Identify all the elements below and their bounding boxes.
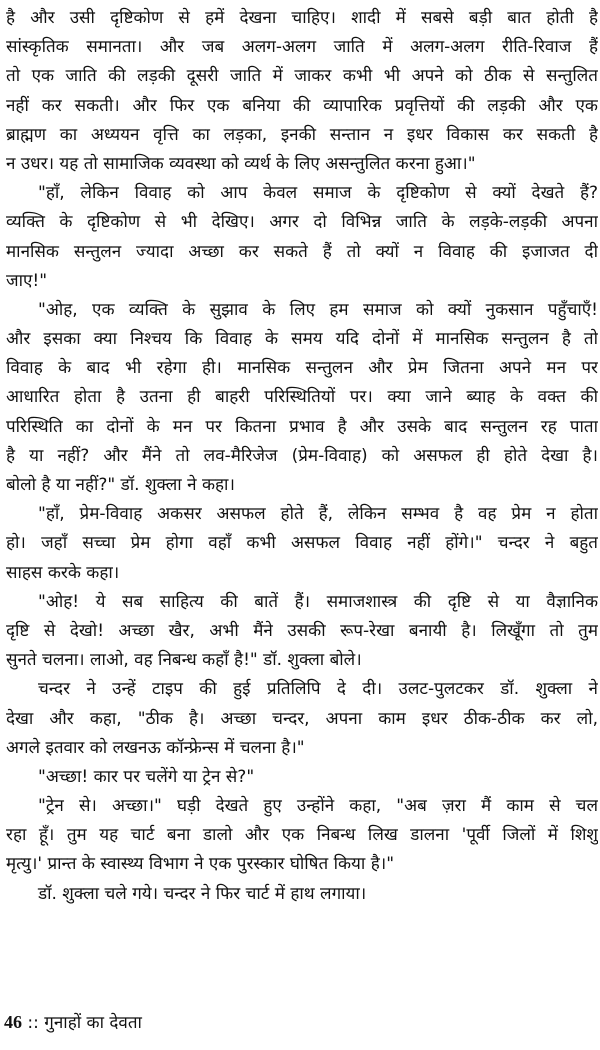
page-number: 46 [4, 1012, 22, 1032]
text-line: हो। जहाँ सच्चा प्रेम होगा वहाँ कभी असफल विवाह नहीं होंगे।" चन्दर ने बहुत [6, 533, 598, 554]
page-body-text [6, 4, 598, 909]
paragraph-start-line: डॉ. शुक्ला चले गये। चन्दर ने फिर चार्ट में हाथ लगाया। [38, 883, 367, 904]
paragraph-start-line: "ट्रेन से। अच्छा।" घड़ी देखते हुए उन्होंने कहा, "अब ज़रा मैं काम से चल [38, 796, 598, 817]
text-line: व्यक्ति के दृष्टिकोण से भी देखिए। अगर दो विभिन्न जाति के लड़के-लड़की अपना [6, 212, 598, 233]
book-title: गुनाहों का देवता [44, 1013, 142, 1033]
text-line: सांस्कृतिक समानता। और जब अलग-अलग जाति में अलग-अलग रीति-रिवाज हैं [6, 37, 598, 58]
footer-separator: :: [27, 1013, 39, 1033]
text-line: है या नहीं? और मैंने तो लव-मैरिजेज (प्रेम-विवाह) को असफल ही होते देखा है। [6, 445, 598, 466]
paragraph-start-line: "ओह! ये सब साहित्य की बातें हैं। समाजशास्त्र की दृष्टि से या वैज्ञानिक [38, 591, 598, 612]
text-line: तो एक जाति की लड़की दूसरी जाति में जाकर कभी भी अपने को ठीक से सन्तुलित [6, 66, 598, 87]
paragraph-start-line: "हाँ, प्रेम-विवाह अकसर असफल होते हैं, लेकिन सम्भव है वह प्रेम न होता [38, 504, 598, 525]
text-line: दृष्टि से देखो! अच्छा खैर, अभी मैंने उसकी रूप-रेखा बनायी है। लिखूँगा तो तुम [6, 620, 598, 641]
text-line: देखा और कहा, "ठीक है। अच्छा चन्दर, अपना काम इधर ठीक-ठीक कर लो, [6, 708, 598, 729]
text-line: नहीं कर सकती। और फिर एक बनिया की व्यापारिक प्रवृत्तियों की लड़की और एक [6, 95, 598, 116]
text-line: ब्राह्मण का अध्ययन वृत्ति का लड़का, इनकी सन्तान न इधर विकास कर सकती है [6, 124, 598, 145]
paragraph-start-line: "हाँ, लेकिन विवाह को आप केवल समाज के दृष्टिकोण से क्यों देखते हैं? [38, 183, 598, 204]
text-line: रहा हूँ। तुम यह चार्ट बना डालो और एक निबन्ध लिख डालना 'पूर्वी जिलों में शिशु [6, 825, 598, 846]
text-line: न उधर। यह तो सामाजिक व्यवस्था को व्यर्थ के लिए असन्तुलित करना हुआ।" [6, 153, 476, 174]
text-line: सुनते चलना। लाओ, वह निबन्ध कहाँ है!" डॉ. शुक्ला बोले। [6, 650, 362, 671]
text-line: और इसका क्या निश्चय कि विवाह के समय यदि दोनों में मानसिक सन्तुलन है तो [6, 329, 598, 350]
paragraph-start-line: चन्दर ने उन्हें टाइप की हुई प्रतिलिपि दे दी। उलट-पुलटकर डॉ. शुक्ला ने [38, 679, 598, 700]
text-line: आधारित होता है उतना ही बाहरी परिस्थितियों पर। क्या जाने ब्याह के वक्त की [6, 387, 598, 408]
page-footer [4, 1010, 142, 1035]
text-line: विवाह के बाद भी रहेगा ही। मानसिक सन्तुलन और प्रेम जितना अपने मन पर [6, 358, 598, 379]
text-line: है और उसी दृष्टिकोण से हमें देखना चाहिए। शादी में सबसे बड़ी बात होती है [6, 8, 598, 28]
text-line: अगले इतवार को लखनऊ कॉन्फ्रेन्स में चलना है।" [6, 737, 305, 758]
text-line: साहस करके कहा। [6, 562, 120, 583]
text-line: परिस्थिति का दोनों के मन पर कितना प्रभाव है और उसके बाद सन्तुलन रह पाता [6, 416, 598, 437]
paragraph-start-line: "ओह, एक व्यक्ति के सुझाव के लिए हम समाज को क्यों नुकसान पहुँचाएँ! [38, 299, 598, 320]
text-line: मृत्यु।' प्रान्त के स्वास्थ्य विभाग ने एक पुरस्कार घोषित किया है।" [6, 854, 395, 875]
paragraph-start-line: "अच्छा! कार पर चलेंगे या ट्रेन से?" [38, 766, 255, 787]
text-line: बोलो है या नहीं?" डॉ. शुक्ला ने कहा। [6, 475, 235, 495]
text-line: जाए!" [6, 270, 48, 291]
text-line: मानसिक सन्तुलन ज्यादा अच्छा कर सकते हैं तो क्यों न विवाह की इजाजत दी [6, 241, 598, 262]
